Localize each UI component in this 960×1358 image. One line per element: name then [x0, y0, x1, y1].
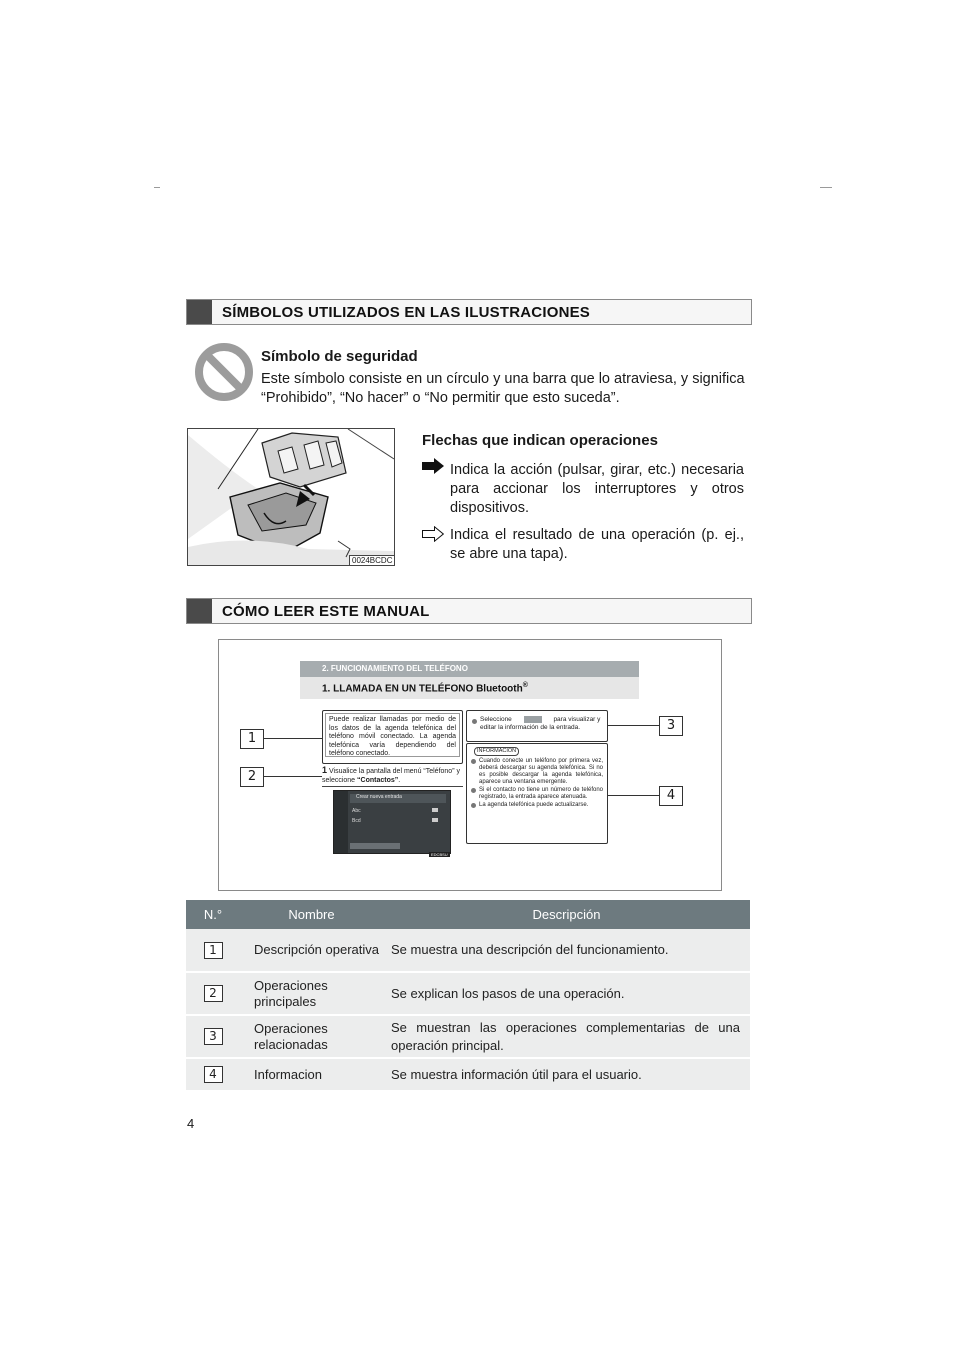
- edit-button-icon: [524, 716, 542, 723]
- table-cell-desc: Se explican los pasos de una operación.: [383, 972, 750, 1015]
- prohibited-icon: [194, 342, 254, 402]
- arrows-heading: Flechas que indican operaciones: [422, 432, 658, 449]
- example-chapter-bar: [300, 661, 639, 699]
- example-info-label: INFORMACION: [474, 747, 519, 756]
- result-arrow-text: Indica el resultado de una operación (p. ej., se abre una tapa).: [450, 527, 744, 562]
- example-step-text: Visualice la pantalla del menú “Teléfono” y seleccione: [322, 768, 460, 784]
- section-title: SÍMBOLOS UTILIZADOS EN LAS ILUSTRACIONES: [222, 304, 591, 321]
- row-number-box: 3: [204, 1028, 223, 1045]
- section-header-symbols: [186, 299, 752, 325]
- callout-4: 4: [659, 786, 683, 806]
- table-cell-num: [186, 1058, 240, 1091]
- callout-3: 3: [659, 716, 683, 736]
- illustration-code: 0024BCDC: [349, 555, 395, 566]
- example-screen-row-2: Bcd: [352, 818, 361, 824]
- callout-2-line: [264, 776, 322, 777]
- example-description: Puede realizar llamadas por medio de los datos de la agenda telefónica del teléfono móvil conectado. La agenda telefónica varía dependiendo del teléfono conectado.: [325, 713, 460, 757]
- table-cell-num: [186, 1015, 240, 1058]
- table-cell-num: [186, 929, 240, 972]
- callout-4-line: [607, 795, 659, 796]
- example-info-list: [471, 758, 603, 809]
- example-screen: [333, 790, 451, 854]
- example-info-item: [471, 787, 603, 801]
- overhead-console-illustration: [187, 428, 395, 566]
- example-heading-text: 1. LLAMADA EN UN TELÉFONO Bluetooth: [322, 683, 523, 695]
- table-cell-desc: Se muestran las operaciones complementarias de una operación principal.: [383, 1015, 750, 1058]
- example-step-underline: [322, 786, 463, 787]
- example-screen-code: EDCBSU: [431, 852, 448, 857]
- table-cell-name: Informacion: [240, 1058, 383, 1091]
- example-screen-row-icon-2: [432, 818, 438, 822]
- crop-mark-right: [820, 187, 832, 188]
- table-cell-desc: Se muestra una descripción del funcionamiento.: [383, 929, 750, 972]
- example-info-box: [466, 743, 608, 844]
- safety-heading: Símbolo de seguridad: [261, 348, 418, 365]
- table-cell-desc: Se muestra información útil para el usuario.: [383, 1058, 750, 1091]
- section-header-how-to-read: [186, 598, 752, 624]
- legend-table: [186, 900, 750, 1092]
- table-cell-name: Operaciones relacionadas: [240, 1015, 383, 1058]
- page-number: 4: [187, 1116, 195, 1131]
- example-step-emphasis: “Contactos”: [357, 776, 399, 784]
- table-cell-name: Descripción operativa: [240, 929, 383, 972]
- crop-mark-left: [154, 187, 160, 188]
- example-step-end: .: [398, 776, 401, 784]
- bullet-icon: [472, 719, 477, 724]
- example-info-text: La agenda telefónica puede actualizarse.: [479, 802, 589, 808]
- example-screen-header-text: Crear nueva entrada: [356, 794, 402, 800]
- example-chapter: 2. FUNCIONAMIENTO DEL TELÉFONO: [322, 664, 468, 673]
- table-header-row: [186, 900, 750, 929]
- table-header-name: Nombre: [240, 900, 383, 929]
- example-heading: [322, 682, 528, 694]
- bullet-icon: [471, 788, 476, 793]
- table-cell-num: [186, 972, 240, 1015]
- row-number-box: 1: [204, 942, 223, 959]
- bullet-icon: [471, 803, 476, 808]
- table-row: [186, 1058, 750, 1091]
- example-info-text: Si el contacto no tiene un número de teléfono registrado, la entrada aparece atenuada.: [479, 787, 603, 800]
- example-step: [322, 766, 463, 785]
- action-arrow-icon: [422, 458, 444, 474]
- example-related-box: [466, 710, 608, 742]
- example-description-box: [322, 710, 463, 764]
- table-row: [186, 972, 750, 1015]
- row-number-box: 4: [204, 1066, 223, 1083]
- example-screen-row-1: Abc: [352, 808, 361, 814]
- example-related-b: para visualizar y editar la información de la entrada.: [480, 716, 601, 732]
- manual-example-frame: [218, 639, 722, 891]
- example-info-item: [471, 758, 603, 786]
- table-header-num: N.°: [186, 900, 240, 929]
- callout-3-line: [607, 725, 659, 726]
- section-tab: [187, 599, 212, 623]
- example-screen-footer: [350, 843, 400, 849]
- table-row: [186, 1015, 750, 1058]
- callout-2: 2: [240, 767, 264, 787]
- table-header-desc: Descripción: [383, 900, 750, 929]
- example-info-item: [471, 802, 603, 809]
- section-title: CÓMO LEER ESTE MANUAL: [222, 603, 430, 620]
- action-arrow-text: Indica la acción (pulsar, girar, etc.) necesaria para accionar los interruptores y otros dispositivos.: [450, 462, 744, 516]
- example-info-text: Cuando conecte un teléfono por primera vez, deberá descargar su agenda telefónica. Si no es posible descargar la agenda telefónica, aparece una ventana emergente.: [479, 758, 603, 785]
- callout-1-line: [264, 738, 322, 739]
- table-cell-name: Operaciones principales: [240, 972, 383, 1015]
- example-screen-row-icon-1: [432, 808, 438, 812]
- example-heading-sup: ®: [522, 682, 528, 689]
- example-related-a: Seleccione: [480, 716, 512, 724]
- example-related-text: [480, 716, 604, 732]
- result-arrow-icon: [422, 526, 444, 542]
- example-step-number: 1: [322, 765, 328, 775]
- bullet-icon: [471, 759, 476, 764]
- table-row: [186, 929, 750, 972]
- section-tab: [187, 300, 212, 324]
- example-screen-sidebar: [334, 791, 348, 853]
- callout-1: 1: [240, 729, 264, 749]
- safety-text: Este símbolo consiste en un círculo y una barra que lo atraviesa, y significa “Prohibido”, “No hacer” o “No permitir que esto suceda”.: [261, 371, 745, 406]
- row-number-box: 2: [204, 985, 223, 1002]
